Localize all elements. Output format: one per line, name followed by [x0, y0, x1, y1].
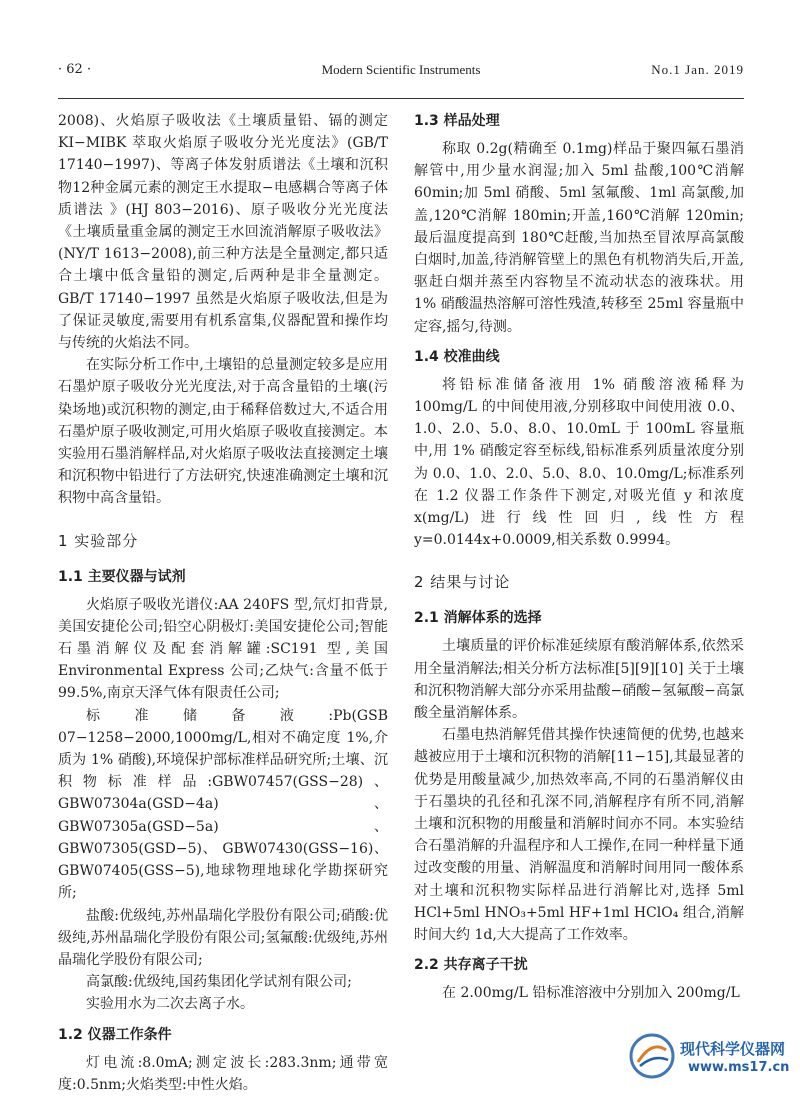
- left-paragraph-5: 盐酸:优级纯,苏州晶瑞化学股份有限公司;硝酸:优级纯,苏州晶瑞化学股份有限公司;氢氟酸:优级纯,苏州晶瑞化学股份有限公司;: [58, 907, 388, 968]
- subsection-heading-1-3: 1.3 样品处理: [414, 113, 500, 129]
- left-column: [58, 110, 388, 1096]
- right-column: [414, 110, 744, 1005]
- subsection-heading-2-2: 2.2 共存离子干扰: [414, 957, 528, 974]
- left-paragraph-7: 实验用水为二次去离子水。: [86, 996, 254, 1013]
- watermark-logo-icon: [628, 1032, 676, 1080]
- subsection-heading-1-4: 1.4 校准曲线: [414, 348, 500, 365]
- issue-date: No.1 Jan. 2019: [651, 62, 744, 77]
- left-paragraph-1: 2008)、火焰原子吸收法《土壤质量铅、镉的测定 KI−MIBK 萃取火焰原子吸收分光光度法》(GB/T 17140−1997)、等离子体发射质谱法《土壤和沉积物12种金属元素的测定王水提取−电感耦合等离子体质谱法 》(HJ 803−2016)、原子吸收分光光度法《土壤质量重金属的测定王水回流消解原子吸收法》(NY/T 1613−2008),前三种方法是全量测定,都只适合土壤中低含量铅的测定,后两种是非全量测定。GB/T 17140−1997 虽然是火焰原子吸收法,但是为了保证灵敏度,需要用有机系富集,仪器配置和操作均与传统的火焰法不同。: [58, 113, 388, 352]
- watermark-text: 现代科学仪器网: [680, 1040, 786, 1058]
- right-paragraph-2: 将铅标准储备液用 1% 硝酸溶液稀释为 100mg/L 的中间使用液,分别移取中间使用液 0.0、1.0、2.0、5.0、8.0、10.0mL 于 100mL 容量瓶中,用 1% 硝酸定容至标线,铅标准系列质量浓度分别为 0.0、1.0、2.0、5.0、8.0、10.0mg/L;标准系列在 1.2 仪器工作条件下测定,对吸光值 y 和浓度 x(mg/L)进行线性回归,线性方程 y=0.0144x+0.0009,相关系数 0.9994。: [414, 376, 744, 549]
- left-paragraph-6: 高氯酸:优级纯,国药集团化学试剂有限公司;: [86, 974, 352, 991]
- section-heading-2: 2 结果与讨论: [414, 573, 511, 592]
- right-paragraph-1: 称取 0.2g(精确至 0.1mg)样品于聚四氟石墨消解管中,用少量水润湿;加入 5ml 盐酸,100℃消解 60min;加 5ml 硝酸、5ml 氢氟酸、1ml 高氯酸,加盖,120℃消解 180min;开盖,160℃消解 120min;最后温度提高到 180℃赶酸,当加热至冒浓厚高氯酸白烟时,加盖,待消解管壁上的黑色有机物消失后,开盖,驱赶白烟并蒸至内容物呈不流动状态的液珠状。用 1% 硝酸温热溶解可溶性残渣,转移至 25ml 容量瓶中定容,摇匀,待测。: [414, 141, 744, 335]
- header-rule: [58, 98, 744, 99]
- left-paragraph-3: 火焰原子吸收光谱仪:AA 240FS 型,氘灯扣背景,美国安捷伦公司;铅空心阴极灯:美国安捷伦公司;智能石墨消解仪及配套消解罐:SC191 型,美国 Environmental Express 公司;乙炔气:含量不低于 99.5%,南京天泽气体有限责任公司;: [58, 596, 388, 702]
- subsection-heading-2-1: 2.1 消解体系的选择: [414, 610, 542, 627]
- left-paragraph-4: 标准储备液:Pb(GSB 07−1258−2000,1000mg/L,相对不确定度 1%,介质为 1% 硝酸),环境保护部标准样品研究所;土壤、沉积物标准样品:GBW07457(GSS−28)、GBW07304a(GSD−4a)、GBW07305a(GSD−5a)、GBW07305(GSD−5)、 GBW07430(GSS−16)、GBW07405(GSS−5),地球物理地球化学勘探研究所;: [58, 707, 388, 902]
- page-number: · 62 ·: [58, 62, 92, 77]
- subsection-heading-1-2: 1.2 仪器工作条件: [58, 1026, 172, 1043]
- site-watermark: [628, 1030, 798, 1082]
- left-paragraph-8: 灯电流:8.0mA;测定波长:283.3nm;通带宽度:0.5nm;火焰类型:中性火焰。: [58, 1054, 388, 1093]
- subsection-heading-1-1: 1.1 主要仪器与试剂: [58, 568, 186, 585]
- right-paragraph-4: 石墨电热消解凭借其操作快速简便的优势,也越来越被应用于土壤和沉积物的消解[11−15],其最显著的优势是用酸量减少,加热效率高,不同的石墨消解仪由于石墨块的孔径和孔深不同,消解程序有所不同,消解土壤和沉积物的用酸量和消解时间亦不同。本实验结合石墨消解的升温程序和人工操作,在同一种样量下通过改变酸的用量、消解温度和消解时间用同一酸体系对土壤和沉积物实际样品进行消解比对,选择 5ml HCl+5ml HNO₃+5ml HF+1ml HClO₄ 组合,消解时间大约 1d,大大提高了工作效率。: [414, 727, 744, 944]
- page-header: [58, 62, 744, 84]
- journal-name: Modern Scientific Instruments: [321, 62, 481, 77]
- watermark-url: www.ms17.cn: [688, 1060, 790, 1075]
- section-heading-1: 1 实验部分: [58, 531, 139, 550]
- left-paragraph-2: 在实际分析工作中,土壤铅的总量测定较多是应用石墨炉原子吸收分光光度法,对于高含量铅的土壤(污染场地)或沉积物的测定,由于稀释倍数过大,不适合用石墨炉原子吸收测定,可用火焰原子吸收直接测定。本实验用石墨消解样品,对火焰原子吸收法直接测定土壤和沉积物中铅进行了方法研究,快速准确测定土壤和沉积物中高含量铅。: [58, 357, 388, 507]
- right-paragraph-5: 在 2.00mg/L 铅标准溶液中分别加入 200mg/L: [442, 985, 740, 1002]
- right-paragraph-3: 土壤质量的评价标准延续原有酸消解体系,依然采用全量消解法;相关分析方法标准[5][9][10] 关于土壤和沉积物消解大部分亦采用盐酸−硝酸−氢氟酸−高氯酸全量消解体系。: [414, 638, 744, 722]
